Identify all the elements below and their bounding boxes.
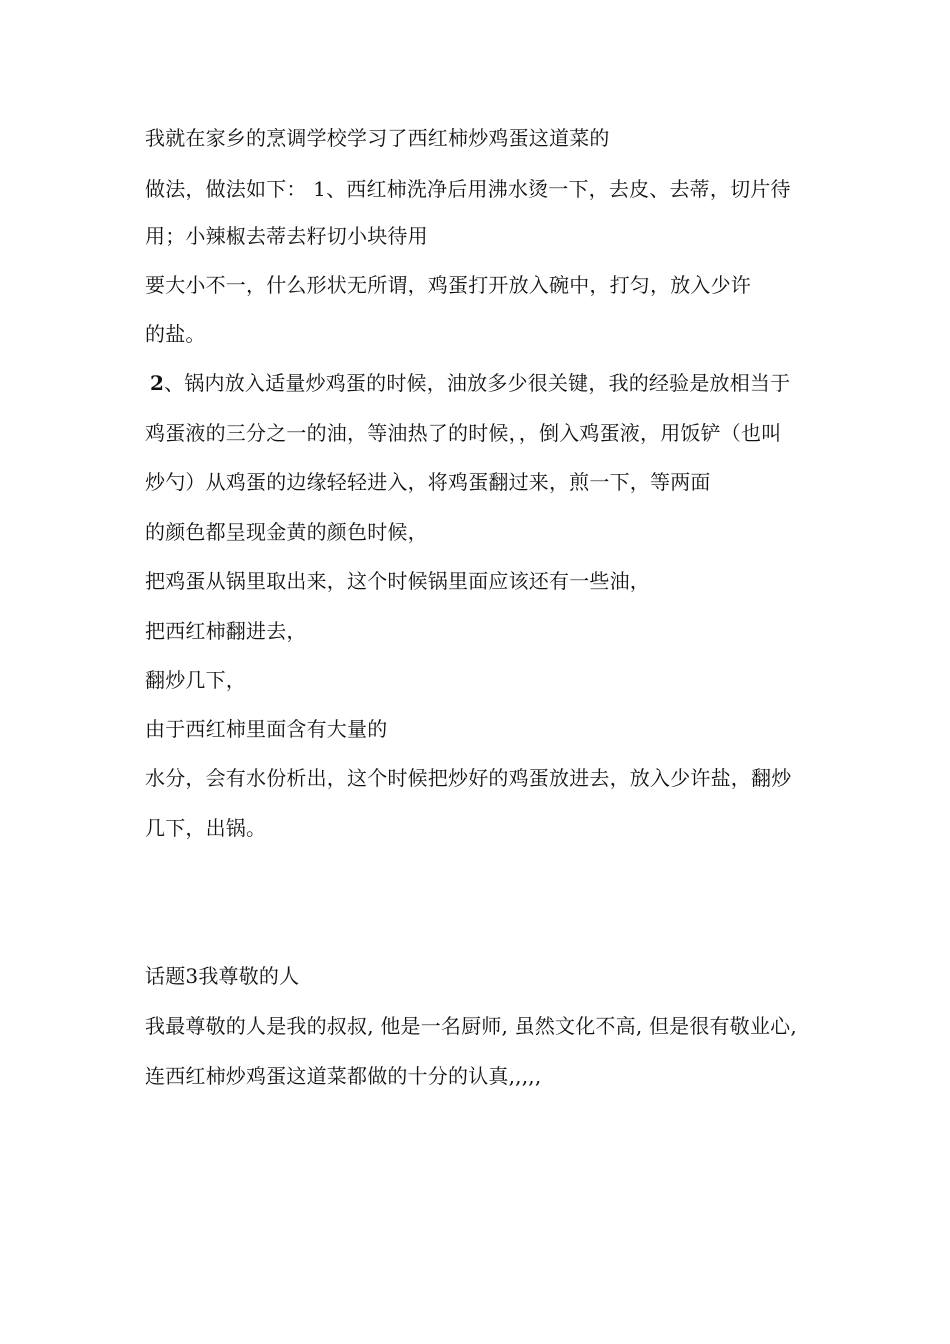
recipe-line-3: 用；小辣椒去蒂去籽切小块待用 (145, 224, 428, 248)
topic-line-1: 我最尊敬的人是我的叔叔, 他是一名厨师, 虽然文化不高, 但是很有敬业心, (145, 1014, 797, 1038)
topic-line-2: 连西红柿炒鸡蛋这道菜都做的十分的认真,,,,, (145, 1064, 542, 1088)
recipe-line-12: 翻炒几下， (145, 668, 246, 692)
recipe-line-4: 要大小不一，什么形状无所谓，鸡蛋打开放入碗中，打匀，放入少许 (145, 273, 751, 297)
recipe-step-2 (150, 370, 790, 396)
recipe-line-9: 的颜色都呈现金黄的颜色时候， (145, 520, 428, 544)
topic-title: 话题3我尊敬的人 (145, 964, 300, 988)
recipe-line-13: 由于西红柿里面含有大量的 (145, 717, 388, 741)
recipe-line-6: 、锅内放入适量炒鸡蛋的时候，油放多少很关键，我的经验是放相当于 (164, 371, 791, 395)
recipe-line-10: 把鸡蛋从锅里取出来，这个时候锅里面应该还有一些油， (145, 569, 650, 593)
recipe-line-7: 鸡蛋液的三分之一的油，等油热了的时候，，倒入鸡蛋液，用饭铲（也叫 (145, 421, 782, 445)
recipe-line-1: 我就在家乡的烹调学校学习了西红柿炒鸡蛋这道菜的 (145, 126, 610, 150)
recipe-line-8: 炒勺）从鸡蛋的边缘轻轻进入，将鸡蛋翻过来，煎一下，等两面 (145, 470, 711, 494)
recipe-line-15: 几下，出锅。 (145, 816, 267, 840)
recipe-line-5: 的盐。 (145, 322, 206, 346)
recipe-line-2: 做法，做法如下： 1、西红柿洗净后用沸水烫一下，去皮、去蒂，切片待 (145, 177, 791, 201)
recipe-line-14: 水分，会有水份析出，这个时候把炒好的鸡蛋放进去，放入少许盐，翻炒 (145, 766, 792, 790)
recipe-line-11: 把西红柿翻进去， (145, 619, 307, 643)
step-number: 2 (150, 371, 165, 395)
